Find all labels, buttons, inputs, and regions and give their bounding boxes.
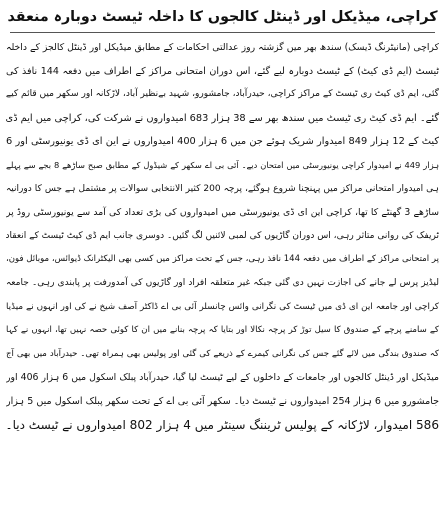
article-line: کراچی اور جامعہ این ای ڈی میں ٹیسٹ کی نگرانی وائس چانسلر آئی بی اے ڈاکٹر آصف شیخ نے کی اور انہوں نے میڈیا: [6, 301, 439, 312]
article-line: کہ صندوق بندگی میں لائے گئے جس کی نگرانی کیمرے کے ذریعے کی گئی اور پولیس بھی ہمراہ تھی۔ حیدرآباد میں بھی آج: [6, 348, 439, 359]
article-line: ہی امیدوار امتحانی مراکز میں پہنچنا شروع ہوگئے، پرچہ 200 کثیر الانتخابی سوالات پر مشتمل ہے جس کا دورانیہ: [6, 183, 439, 194]
headline: کراچی، میڈیکل اور ڈینٹل کالجوں کا داخلہ ٹیسٹ دوبارہ منعقد: [7, 9, 438, 25]
article-line: ساڑھے 3 گھنٹے کا تھا، کراچی این ای ڈی یونیورسٹی میں امیدواروں کی بڑی تعداد کی آمد سے یونیورسٹی روڈ پر: [6, 207, 439, 219]
headline-divider: [10, 32, 435, 33]
article-line: جامشورو میں 6 ہزار 254 امیدواروں نے ٹیسٹ دیا۔ سکھر آئی بی اے کے تحت سکھر پبلک اسکول میں 5 ہزار: [6, 395, 439, 407]
article-line: 586 امیدوار، لاڑکانہ کے پولیس ٹریننگ سینٹر میں 4 ہزار 802 امیدواروں نے ٹیسٹ دیا۔: [6, 417, 439, 432]
article-line: ہزار 449 نے امیدوار کراچی یونیورسٹی میں امتحان دیے۔ آئی بی اے سکھر کے شیڈول کے مطابق صبح ساڑھے 8 بجے سے پہلے: [6, 159, 439, 170]
article-line: پر امتحانی مراکز کے اطراف میں دفعہ 144 نافذ رہی، جس کے تحت مراکز میں کسی بھی الیکٹرانک ڈیوائس، موبائل فون،: [6, 254, 439, 265]
article-line: کراچی (مانیٹرنگ ڈیسک) سندھ بھر میں گزشتہ روز عدالتی احکامات کے مطابق میڈیکل اور ڈینٹل کالجز کے داخلہ: [6, 42, 439, 53]
article-line: ٹیسٹ (ایم ڈی کیٹ) کے ٹیسٹ دوبارہ لیے گئے، اس دوران امتحانی مراکز کے اطراف میں دفعہ 144 نافذ کی: [6, 65, 439, 77]
article-line: گئی، ایم ڈی کیٹ ری ٹیسٹ کے مراکز کراچی، حیدرآباد، جامشورو، شہید بےنظیر آباد، لاڑکانہ اور سکھر میں قائم کیے: [6, 89, 439, 100]
article-line: میڈیکل اور ڈینٹل کالجوں اور جامعات کے داخلوں کے لیے ٹیسٹ لیا گیا، حیدرآباد پبلک اسکول میں 6 ہزار 406 اور: [6, 372, 439, 384]
article-line: ٹریفک کی روانی متاثر رہی، اس دوران گاڑیوں کی لمبی لائنیں لگ گئیں۔ دوسری جانب ایم ڈی کیٹ ٹیسٹ کے انعقاد: [6, 230, 439, 241]
article-line: گئے۔ ایم ڈی کیٹ ری ٹیسٹ میں سندھ بھر سے 38 ہزار 683 امیدواروں نے شرکت کی، کراچی میں ایم ڈی: [6, 112, 439, 124]
article-body: [6, 36, 439, 437]
article-line: کے سامنے پرچے کے صندوق کا سیل توڑ کر پرچہ نکالا اور بتایا کہ پرچہ بنانے میں ان کا کوئی حصہ نہیں تھا، انہوں نے کہا: [6, 325, 439, 336]
article-line: لیڈیز پرس لے جانے کی اجازت نہیں دی گئی جبکہ غیر متعلقہ افراد اور گاڑیوں کی آمدورفت پر پابندی رہی۔ جامعہ: [6, 277, 439, 288]
article-line: کیٹ کے 12 ہزار 849 امیدوار شریک ہوئے جن میں 6 ہزار 400 امیدواروں نے این ای ڈی یونیورسٹی اور 6: [6, 136, 439, 148]
